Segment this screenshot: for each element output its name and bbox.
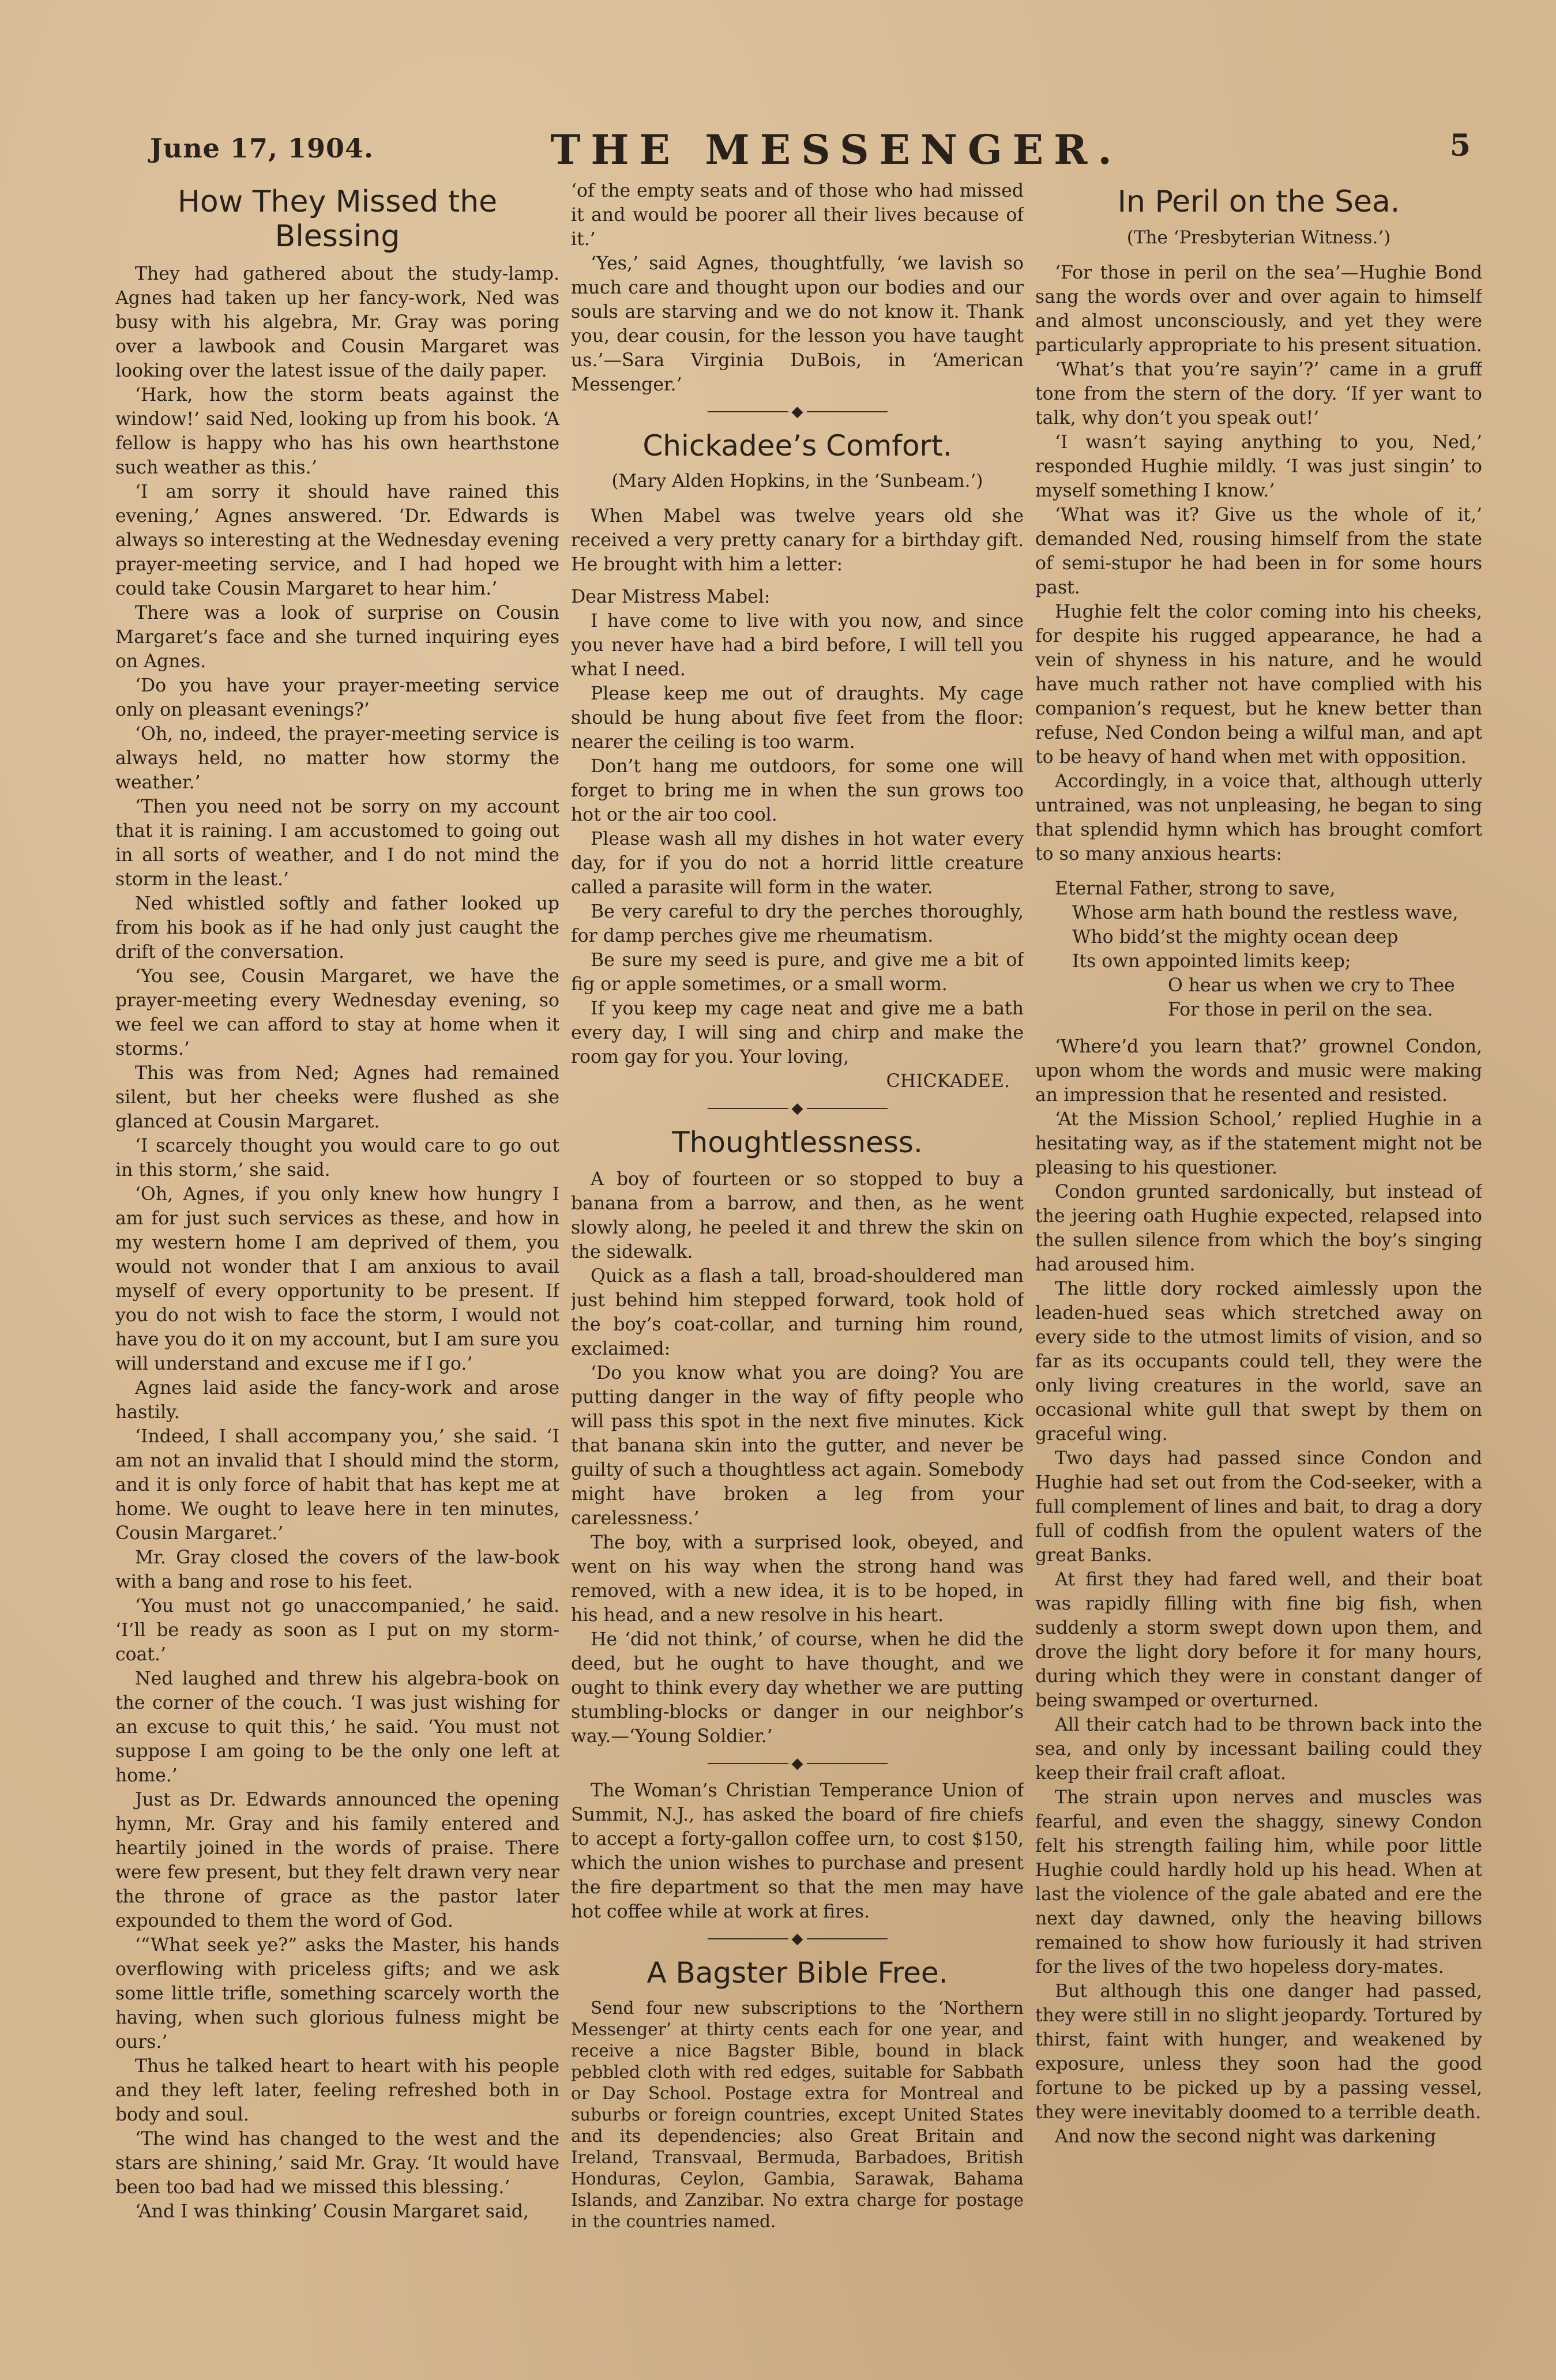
news-item-wctu: The Woman’s Christian Temperance Union of Summit, N.J., has asked the board of fire chiefs to accept a forty-gallon coffee urn, to cost $150, which the union wishes to purchase and present the fire department so that the men may have hot coffee while at work at fires. [571,1780,1024,1922]
paragraph: ‘I am sorry it should have rained this evening,’ Agnes answered. ‘Dr. Edwards is always so interesting at the Wednesday evening prayer-meeting service, and I had hoped we could take Cousin Margaret to hear him.’ [115,482,559,599]
paragraph: Ned laughed and threw his algebra-book on the corner of the couch. ‘I was just wishing for an excuse to quit this,’ he said. ‘You must not suppose I am going to be the only one left at home.’ [115,1668,559,1786]
paragraph: ‘At the Mission School,’ replied Hughie in a hesitating way, as if the statement might not be pleasing to his questioner. [1035,1109,1482,1178]
masthead [144,121,1471,173]
section-divider: ◆ [571,1927,1024,1950]
paragraph: ‘Oh, no, indeed, the prayer-meeting service is always held, no matter how stormy the weather.’ [115,724,559,793]
letter-greeting: Dear Mistress Mabel: [571,586,771,607]
paragraph: ‘I wasn’t saying anything to you, Ned,’ responded Hughie mildly. ‘I was just singin’ to myself something I know.’ [1035,432,1482,501]
paragraph: He ‘did not think,’ of course, when he did the deed, but he ought to have thought, and we ought to think every day whether we are putting stumbling-blocks or danger in our neighbor’s way.—‘Young Soldier.’ [571,1629,1024,1747]
paragraph: ‘You must not go unaccompanied,’ he said. ‘I’ll be ready as soon as I put on my storm-coat.’ [115,1596,559,1665]
paragraph: Be very careful to dry the perches thoroughly, for damp perches give me rheumatism. [571,901,1024,946]
paragraph: Condon grunted sardonically, but instead of the jeering oath Hughie expected, relapsed into the sullen silence from which the boy’s singing had aroused him. [1035,1182,1482,1275]
paragraph: ‘You see, Cousin Margaret, we have the prayer-meeting every Wednesday evening, so we feel we can afford to stay at home when it storms.’ [115,966,559,1059]
paragraph: Mr. Gray closed the covers of the law-book with a bang and rose to his feet. [115,1547,559,1592]
paragraph: I have come to live with you now, and since you never have had a bird before, I will tell you what I need. [571,611,1024,680]
paragraph: Agnes laid aside the fancy-work and arose hastily. [115,1378,559,1423]
paragraph: ‘What was it? Give us the whole of it,’ demanded Ned, rousing himself from the state of semi-stupor he had been in for some hours past. [1035,505,1482,598]
section-divider: ◆ [571,1097,1024,1120]
article-title-thoughtlessness: Thoughtlessness. [672,1126,923,1159]
paragraph: Please keep me out of draughts. My cage should be hung about five feet from the floor: nearer the ceiling is too warm. [571,683,1024,753]
paragraph: ‘Yes,’ said Agnes, thoughtfully, ‘we lavish so much care and thought upon our bodies and our souls are starving and we do not know it. Thank you, dear cousin, for the lesson you have taught us.’—Sara Virginia DuBois, in ‘American Messenger.’ [571,253,1024,395]
poem-line: Its own appointed limits keep; [1072,951,1351,972]
paragraph: Ned whistled softly and father looked up from his book as if he had only just caught the drift of the conversation. [115,893,559,962]
page-number: 5 [1449,128,1471,163]
paragraph: But although this one danger had passed, they were still in no slight jeopardy. Tortured by thirst, faint with hunger, and weakened by exposure, unless they soon had the good fortune to be picked up by a passing vessel, they were inevitably doomed to a terrible death. [1035,1981,1482,2123]
paragraph: ‘What’s that you’re sayin’?’ came in a gruff tone from the stern of the dory. ‘If yer want to talk, why don’t you speak out!’ [1035,359,1482,428]
paragraph: ‘Where’d you learn that?’ grownel Condon, upon whom the words and music were making an impression that he resented and resisted. [1035,1036,1482,1106]
paragraph: The strain upon nerves and muscles was fearful, and even the shaggy, sinewy Condon felt his strength failing him, while poor little Hughie could hardly hold up his head. When at last the violence of the gale abated and ere the next day dawned, only the heaving billows remained to show how furiously it had striven for the lives of the two hopeless dory-mates. [1035,1787,1482,1977]
paragraph: This was from Ned; Agnes had remained silent, but her cheeks were flushed as she glanced at Cousin Margaret. [115,1063,559,1132]
issue-date: June 17, 1904. [150,133,374,164]
paragraph: And now the second night was darkening [1055,2126,1436,2147]
paragraph: ‘Do you know what you are doing? You are putting danger in the way of fifty people who will pass this spot in the next five minutes. Kick that banana skin into the gutter, and never be guilty of such a thoughtless act again. Somebody might have broken a leg from your carelessness.’ [571,1363,1024,1529]
paragraph: Accordingly, in a voice that, although utterly untrained, was not unpleasing, he began to sing that splendid hymn which has brought comfort to so many anxious hearts: [1035,771,1482,864]
poem-line: O hear us when we cry to Thee [1168,975,1455,996]
article-byline-chickadee: (Mary Alden Hopkins, in the ‘Sunbeam.’) [611,471,983,491]
paragraph: ‘The wind has changed to the west and the stars are shining,’ said Mr. Gray. ‘It would have been too bad had we missed this blessing.’ [115,2129,559,2198]
section-divider: ◆ [571,400,1024,423]
poem-line: Who bidd’st the mighty ocean deep [1072,927,1399,948]
paragraph: ‘And I was thinking’ Cousin Margaret said, [135,2201,529,2222]
advertisement-bagster-bible: Send four new subscriptions to the ‘Northern Messenger’ at thirty cents each for one year, and receive a nice Bagster Bible, bound in black pebbled cloth with red edges, suitable for Sabbath or Day School. Postage extra for Montreal and suburbs or foreign countries, except United States and its dependencies; also Great Britain and Ireland, Transvaal, Bermuda, Barbadoes, British Honduras, Ceylon, Gambia, Sarawak, Bahama Islands, and Zanzibar. No extra charge for postage in the countries named. [571,1998,1024,2231]
paragraph: Hughie felt the color coming into his cheeks, for despite his rugged appearance, he had a vein of shyness in his nature, and he would have much rather not have complied with his companion’s request, but he knew better than refuse, Ned Condon being a wilful man, and apt to be heavy of hand when met with opposition. [1035,601,1482,768]
paragraph: Thus he talked heart to heart with his people and they left later, feeling refreshed both in body and soul. [115,2056,559,2125]
paragraph: They had gathered about the study-lamp. Agnes had taken up her fancy-work, Ned was busy with his algebra, Mr. Gray was poring over a lawbook and Cousin Margaret was looking over the latest issue of the daily paper. [115,264,559,381]
poem-line: Whose arm hath bound the restless wave, [1072,903,1459,923]
article-title-chickadee: Chickadee’s Comfort. [642,429,952,463]
letter-signature: CHICKADEE. [886,1071,1010,1092]
paragraph: Please wash all my dishes in hot water every day, for if you do not a horrid little creature called a parasite will form in the water. [571,829,1024,898]
paper-title: THE MESSENGER. [550,126,1122,174]
paragraph: ‘Indeed, I shall accompany you,’ she said. ‘I am not an invalid that I should mind the storm, and it is only force of habit that has kept me at home. We ought to leave here in ten minutes, Cousin Margaret.’ [115,1426,559,1544]
article-title-bagster-bible: A Bagster Bible Free. [647,1956,948,1990]
paragraph: If you keep my cage neat and give me a bath every day, I will sing and chirp and make the room gay for you. Your loving, [571,998,1024,1067]
paragraph: ‘For those in peril on the sea’—Hughie Bond sang the words over and over again to himself and almost unconsciously, and yet they were particularly appropriate to his present situation. [1035,262,1482,356]
article-title-peril: In Peril on the Sea. [1117,185,1400,219]
continued-paragraph: ‘of the empty seats and of those who had missed it and would be poorer all their lives because of it.’ [571,181,1024,250]
article-body-blessing [115,262,559,2224]
hymn-verse [1055,877,1482,1022]
paragraph: ‘I scarcely thought you would care to go out in this storm,’ she said. [115,1136,559,1180]
column-2 [571,179,1024,2324]
section-divider: ◆ [571,1752,1024,1775]
paragraph: Be sure my seed is pure, and give me a bit of fig or apple sometimes, or a small worm. [571,950,1024,995]
paragraph: Two days had passed since Condon and Hughie had set out from the Cod-seeker, with a full complement of lines and bait, to drag a dory full of codfish from the opulent waters of the great Banks. [1035,1448,1482,1566]
paragraph: A boy of fourteen or so stopped to buy a banana from a barrow, and then, as he went slowly along, he peeled it and threw the skin on the sidewalk. [571,1169,1024,1262]
paragraph: There was a look of surprise on Cousin Margaret’s face and she turned inquiring eyes on Agnes. [115,603,559,672]
paragraph: The boy, with a surprised look, obeyed, and went on his way when the strong hand was removed, with a new idea, it is to be hoped, in his head, and a new resolve in his heart. [571,1532,1024,1626]
paragraph: At first they had fared well, and their boat was rapidly filling with fine big fish, when suddenly a storm swept down upon them, and drove the light dory before it for many hours, during which they were in constant danger of being swamped or overturned. [1035,1569,1482,1711]
paragraph: Just as Dr. Edwards announced the opening hymn, Mr. Gray and his family entered and heartily joined in the words of praise. There were few present, but they felt drawn very near the throne of grace as the pastor later expounded to them the word of God. [115,1789,559,1931]
paragraph: ‘Oh, Agnes, if you only knew how hungry I am for just such services as these, and how in my western home I am deprived of them, you would not wonder that I am anxious to avail myself of every opportunity to be present. If you do not wish to face the storm, I would not have you do it on my account, but I am sure you will understand and excuse me if I go.’ [115,1184,559,1374]
column-1 [115,179,559,2324]
paragraph: All their catch had to be thrown back into the sea, and only by incessant bailing could they keep their frail craft afloat. [1035,1714,1482,1784]
poem-line: Eternal Father, strong to save, [1055,878,1336,899]
column-3 [1035,179,1482,2324]
paragraph: ‘Hark, how the storm beats against the window!’ said Ned, looking up from his book. ‘A fellow is happy who has his own hearthstone such weather as this.’ [115,385,559,478]
paragraph: ‘“What seek ye?” asks the Master, his hands overflowing with priceless gifts; and we ask some little trifle, something scarcely worth the having, when such glorious fulness might be ours.’ [115,1935,559,2052]
paragraph: Don’t hang me outdoors, for some one will forget to bring me in when the sun grows too hot or the air too cool. [571,756,1024,825]
article-byline-peril: (The ‘Presbyterian Witness.’) [1126,227,1391,248]
paragraph: ‘Then you need not be sorry on my account that it is raining. I am accustomed to going out in all sorts of weather, and I do not mind the storm in the least.’ [115,796,559,890]
paragraph: When Mabel was twelve years old she received a very pretty canary for a birthday gift. He brought with him a letter: [571,506,1024,575]
paragraph: ‘Do you have your prayer-meeting service only on pleasant evenings?’ [115,675,559,720]
article-title-blessing: How They Missed the Blessing [177,185,498,254]
paragraph: Quick as a flash a tall, broad-shouldered man just behind him stepped forward, took hold of the boy’s coat-collar, and turning him round, exclaimed: [571,1266,1024,1359]
paragraph: The little dory rocked aimlessly upon the leaden-hued seas which stretched away on every side to the utmost limits of vision, and so far as its occupants could tell, they were the only living creatures in the world, save an occasional white gull that swept by them on graceful wing. [1035,1279,1482,1445]
poem-line: For those in peril on the sea. [1168,999,1433,1020]
